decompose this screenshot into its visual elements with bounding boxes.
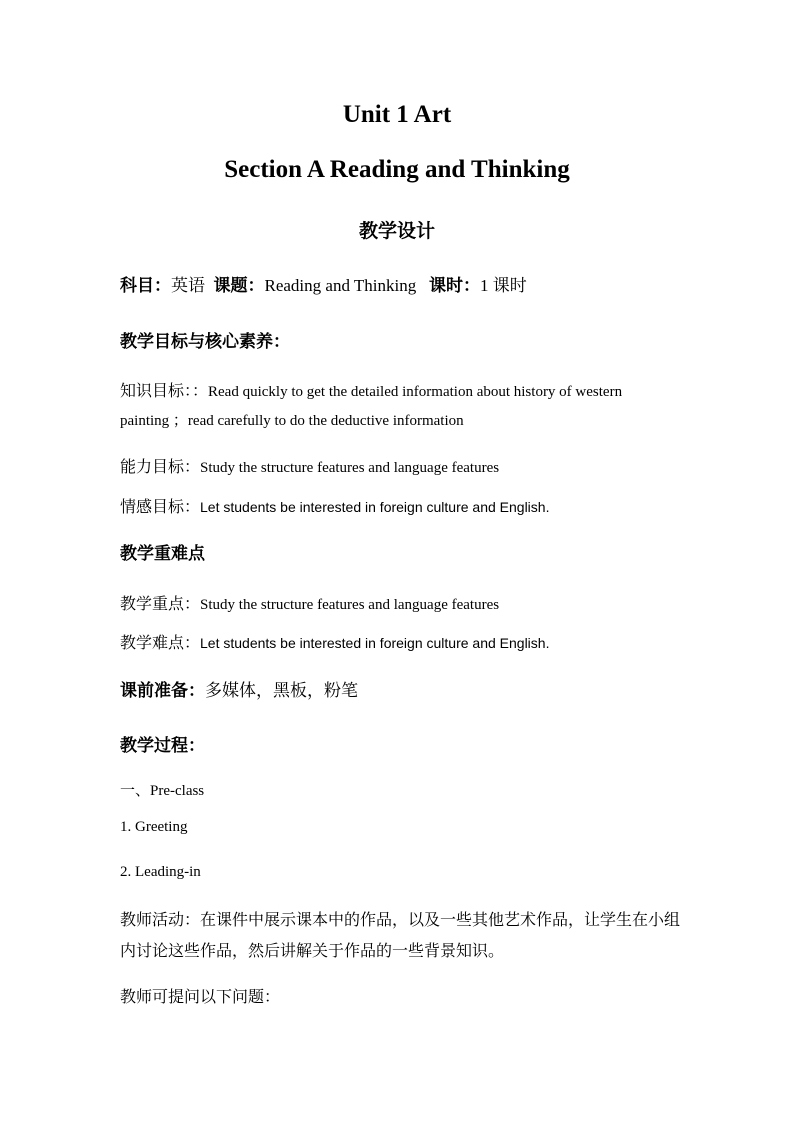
document-subtitle: Section A Reading and Thinking xyxy=(224,156,570,183)
difficult-point-text: Let students be interested in foreign culture and English. xyxy=(200,635,550,651)
key-point-text: Study the structure features and language features xyxy=(200,597,500,613)
goals-heading: 教学目标与核心素养： xyxy=(120,332,290,351)
step-leading-in: 2. Leading-in xyxy=(120,864,201,880)
emotion-goal-label: 情感目标： xyxy=(120,499,201,516)
ability-goal-label: 能力目标： xyxy=(120,459,201,476)
step-greeting: 1. Greeting xyxy=(120,819,188,835)
emotion-goal-text: Let students be interested in foreign culture and English. xyxy=(200,499,550,515)
ability-goal-text: Study the structure features and language features xyxy=(200,460,500,476)
subject-label: 科目： xyxy=(120,276,171,295)
document-title: Unit 1 Art xyxy=(342,101,452,128)
teacher-activity-line2: 内讨论这些作品，然后讲解关于作品的一些背景知识。 xyxy=(120,943,505,960)
topic-label: 课题： xyxy=(213,276,265,295)
preparation-value: 多媒体，黑板，粉笔 xyxy=(205,681,358,700)
key-point xyxy=(120,591,499,614)
topic-value: Reading and Thinking xyxy=(264,276,417,295)
difficult-point xyxy=(120,630,549,653)
preparation-label: 课前准备： xyxy=(120,681,205,700)
knowledge-goal-label: 知识目标：： xyxy=(120,383,209,400)
emotion-goal xyxy=(120,494,549,517)
step-pre-class: 一、Pre-class xyxy=(120,783,205,799)
period-value: 1 课时 xyxy=(479,276,527,295)
knowledge-goal-line2: painting ；read carefully to do the deductive information xyxy=(120,413,464,429)
period-label: 课时： xyxy=(428,276,480,295)
knowledge-goal-line1 xyxy=(120,378,622,401)
key-points-heading: 教学重难点 xyxy=(120,544,205,563)
teacher-activity-line1: 教师活动：在课件中展示课本中的作品，以及一些其他艺术作品，让学生在小组 xyxy=(120,912,681,929)
subject-value: 英语 xyxy=(171,276,205,295)
preparation-line xyxy=(120,676,358,701)
difficult-point-label: 教学难点： xyxy=(120,635,201,652)
ability-goal xyxy=(120,454,499,477)
document-type: 教学设计 xyxy=(358,221,435,242)
process-heading: 教学过程： xyxy=(120,736,205,755)
teacher-questions: 教师可提问以下问题： xyxy=(120,989,281,1006)
course-info-line xyxy=(120,271,527,296)
key-point-label: 教学重点： xyxy=(120,596,201,613)
knowledge-goal-text-1: Read quickly to get the detailed information about history of western xyxy=(208,384,623,400)
